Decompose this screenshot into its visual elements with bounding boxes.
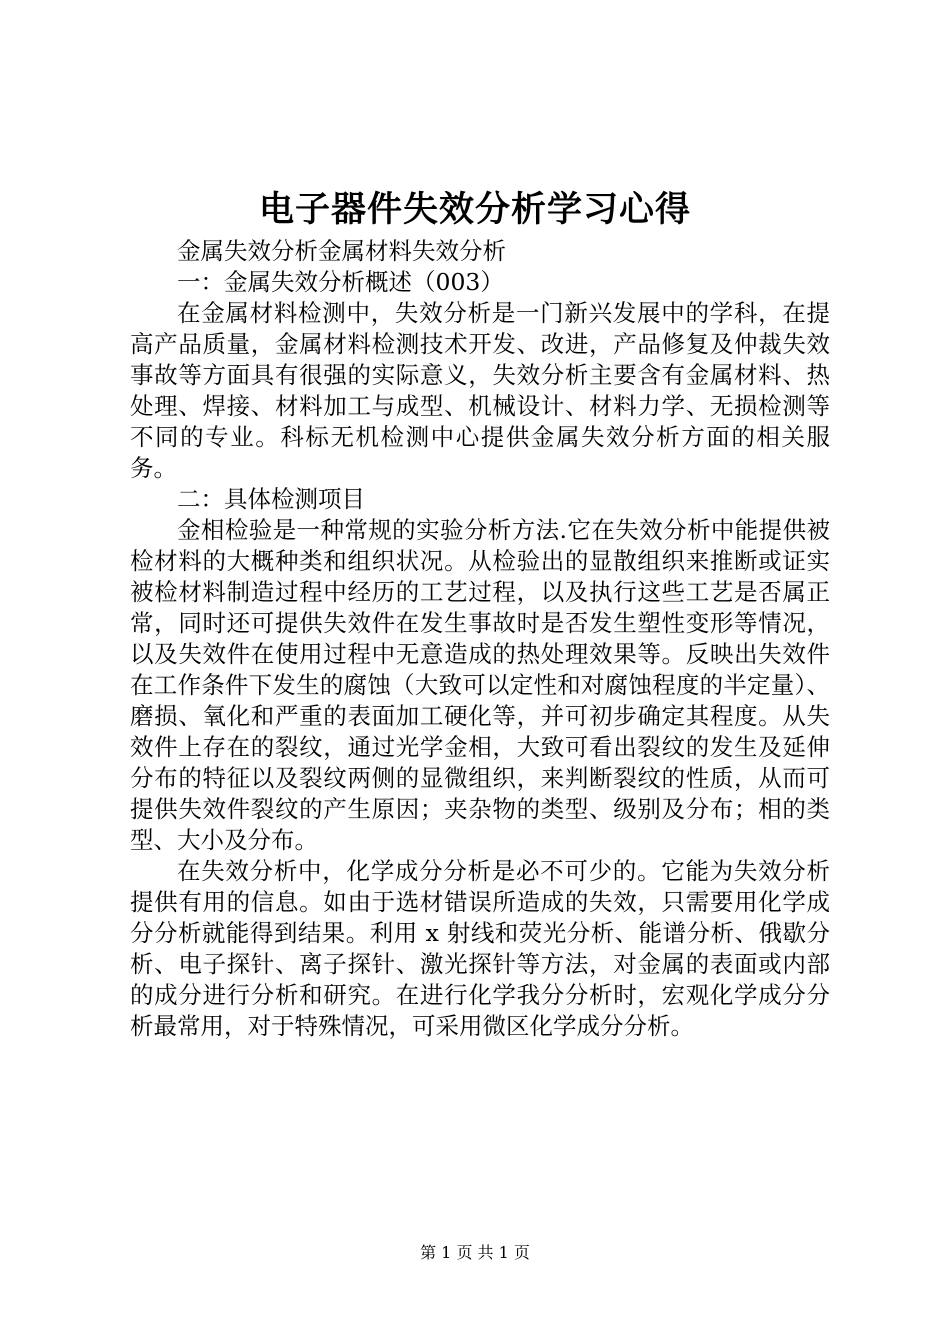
body-paragraph: 在金属材料检测中，失效分析是一门新兴发展中的学科，在提高产品质量，金属材料检测技术开发、改进，产品修复及仲裁失效事故等方面具有很强的实际意义，失效分析主要含有金属材料、热处理、焊接、材料加工与成型、机械设计、材料力学、无损检测等不同的专业。科标无机检测中心提供金属失效分析方面的相关服务。 — [130, 299, 830, 482]
subtitle-paragraph: 金属失效分析金属材料失效分析 — [177, 237, 506, 265]
section-heading-overview: 一：金属失效分析概述（003） — [177, 268, 504, 296]
body-paragraph: 金相检验是一种常规的实验分析方法.它在失效分析中能提供被检材料的大概种类和组织状况。从检验出的显散组织来推断或证实被检材料制造过程中经历的工艺过程，以及执行这些工艺是否属正常，同时还可提供失效件在发生事故时是否发生塑性变形等情况，以及失效件在使用过程中无意造成的热处理效果等。反映出失效件在工作条件下发生的腐蚀（大致可以定性和对腐蚀程度的半定量）、磨损、氧化和严重的表面加工硬化等，并可初步确定其程度。从失效件上存在的裂纹，通过光学金相，大致可看出裂纹的发生及延伸分布的特征以及裂纹两侧的显微组织，来判断裂纹的性质，从而可提供失效件裂纹的产生原因；夹杂物的类型、级别及分布；相的类型、大小及分布。 — [130, 516, 830, 854]
body-paragraph: 在失效分析中，化学成分分析是必不可少的。它能为失效分析提供有用的信息。如由于选材错误所造成的失效，只需要用化学成分分析就能得到结果。利用 x 射线和荧光分析、能谱分析、俄歇分析、电子探针、离子探针、激光探针等方法，对金属的表面或内部的成分进行分析和研究。在进行化学我分分析时，宏观化学成分分析最常用，对于特殊情况，可采用微区化学成分分析。 — [130, 857, 830, 1040]
document-title: 电子器件失效分析学习心得 — [258, 189, 691, 230]
document-body — [130, 236, 830, 1042]
section-heading-items: 二：具体检测项目 — [177, 485, 365, 513]
page-footer: 第 1 页 共 1 页 — [420, 1243, 530, 1262]
